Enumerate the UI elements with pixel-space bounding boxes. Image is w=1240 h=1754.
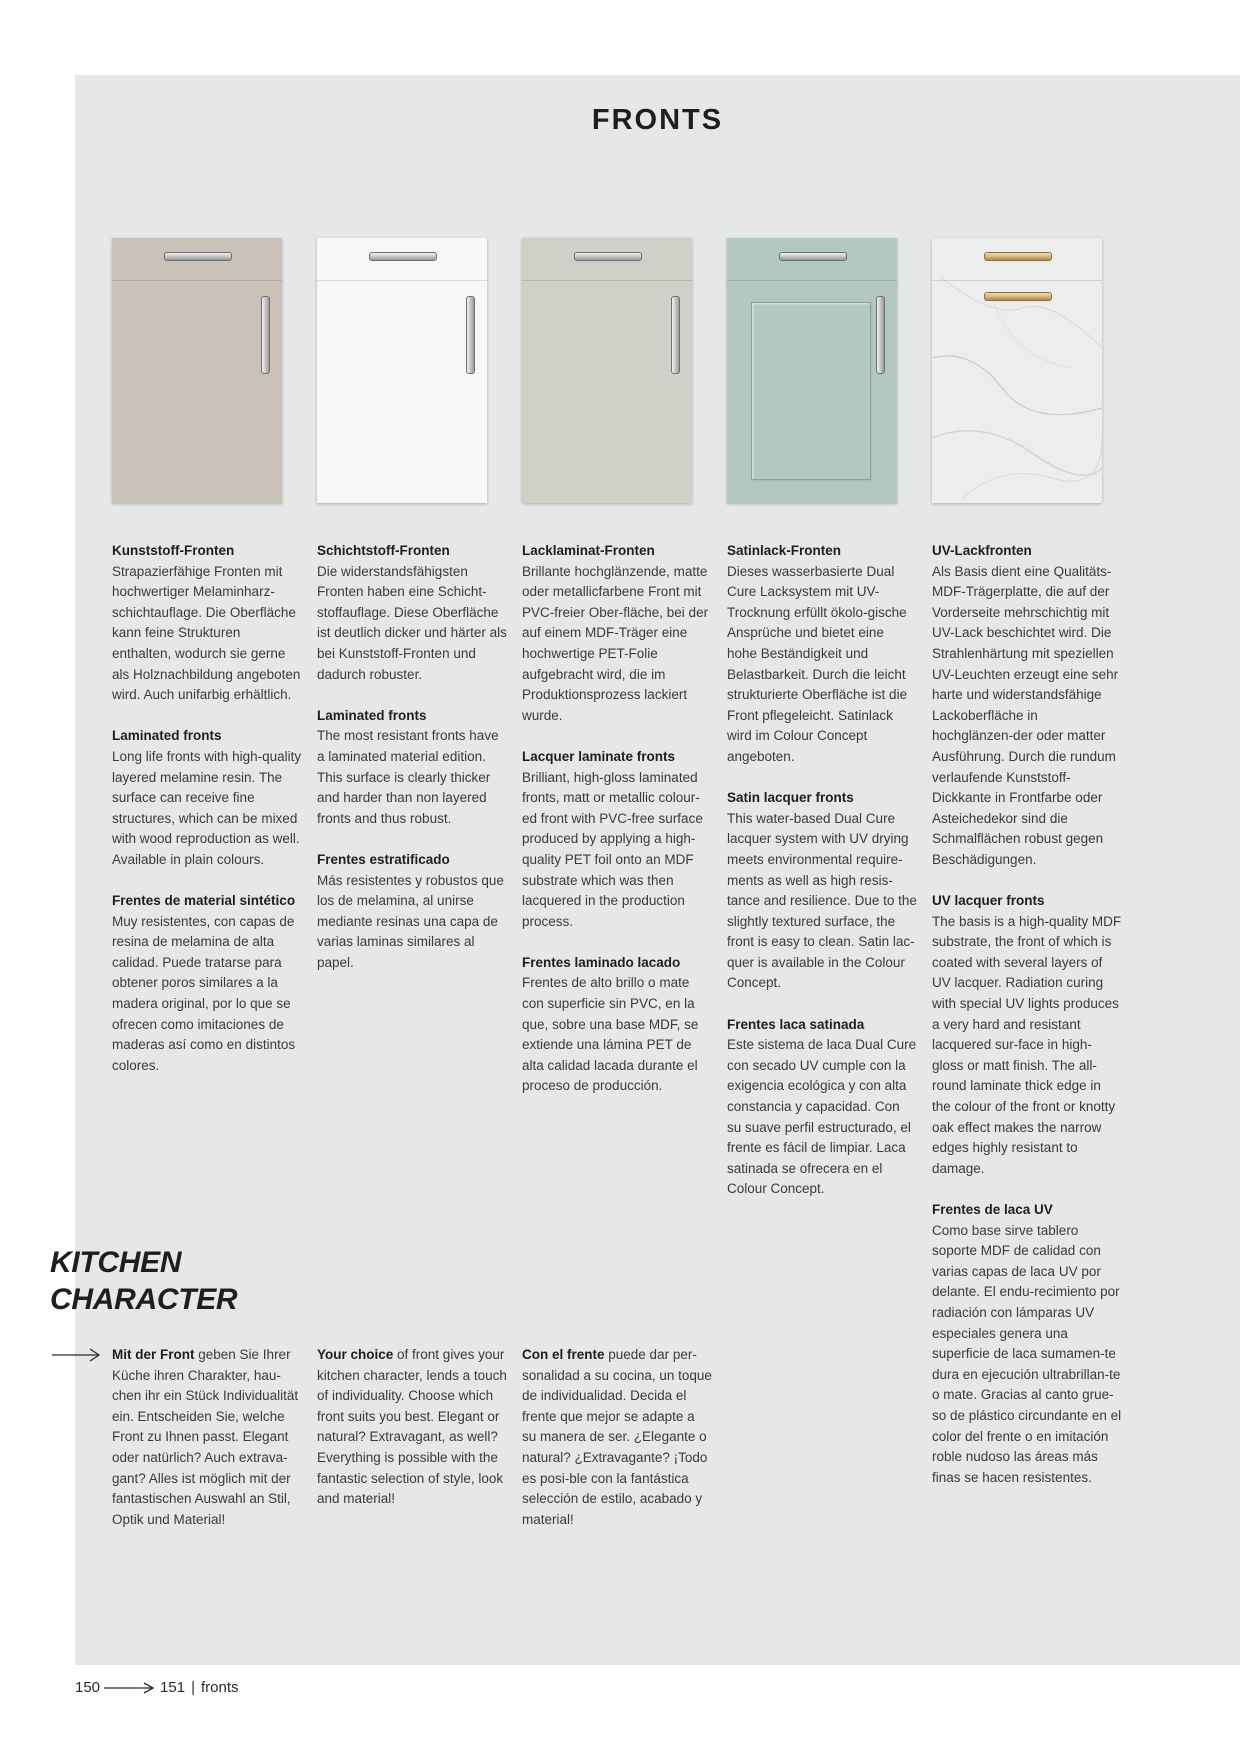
col-text: The most resistant fronts have a laminated material edition. This surface is clearly thicker and harder than non layered fronts and thus robust.	[317, 728, 499, 826]
door-handle-icon	[876, 296, 885, 374]
footer-separator: |	[191, 1679, 195, 1696]
col-heading: Lacklaminat-Fronten	[522, 543, 655, 558]
col-text: Brillante hochglänzende, matte oder metallicfarbene Front mit PVC-freier Ober-fläche, bei der auf einem MDF-Träger eine hochwertige PET-Folie aufgebracht wird, die im Produktionsprozess lackiert wurde.	[522, 563, 709, 723]
section-heading	[50, 1244, 237, 1318]
drawer-handle-icon	[984, 252, 1052, 261]
intro-lead: Mit der Front	[112, 1347, 195, 1362]
section-heading-line: CHARACTER	[50, 1283, 238, 1316]
col-text: Frentes de alto brillo o mate con superficie sin PVC, en la que, sobre una base MDF, se extiende una lámina PET de alta calidad lacada durante el proceso de producción.	[522, 975, 699, 1094]
col-heading: Lacquer laminate fronts	[522, 748, 676, 764]
column-satinlack	[727, 541, 917, 1221]
intro-lead: Your choice	[317, 1347, 394, 1362]
intro-text: geben Sie Ihrer Küche ihren Charakter, hau-chen ihr ein Stück Individualität ein. Entscheiden Sie, welche Front zu Ihnen passt. Elegant oder natürlich? Auch extrava-gant? Alles ist möglich mit der fantastischen Auswahl an Stil, Optik und Material!	[112, 1347, 299, 1527]
col-text: Este sistema de laca Dual Cure con secado UV cumple con la exigencia ecológica y con alta constancia y capacidad. Con su suave perfil estructurado, el frente es fácil de limpiar. Laca satinada se ofrecera en el Colour Concept.	[727, 1037, 917, 1197]
page-footer	[75, 1679, 238, 1696]
col-heading: UV lacquer fronts	[932, 893, 1045, 909]
intro-text: of front gives your kitchen character, lends a touch of individuality. Choose which front suits you best. Elegant or natural? Extravagant, as well? Everything is possible with the fantastic selection of style, look and material!	[317, 1347, 507, 1507]
intro-german	[112, 1345, 302, 1530]
col-heading: Kunststoff-Fronten	[112, 543, 235, 558]
col-text: Más resistentes y robustos que los de melamina, al unirse mediante resinas una capa de varias laminas similares al papel.	[317, 872, 504, 970]
shaker-frame	[751, 302, 871, 480]
section-heading-line: KITCHEN	[50, 1246, 182, 1279]
col-text: Als Basis dient eine Qualitäts-MDF-Trägerplatte, die auf der Vorderseite mehrschichtig mit UV-Lack beschichtet wird. Die Strahlenhärtung mit speziellen UV-Leuchten erzeugt eine sehr harte und widerstandsfähige Lackoberfläche in hochglänzen-der oder matter Ausführung. Durch die rundum verlaufende Kunststoff-Dickkante in Frontfarbe oder Asteichedekor sind die Schmalflächen robust gegen Beschädigungen.	[932, 563, 1119, 867]
door-handle-icon	[466, 296, 475, 374]
swatch-schichtstoff	[317, 238, 487, 503]
column-kunststoff	[112, 541, 302, 1097]
drawer-handle-icon	[369, 252, 437, 261]
swatch-satinlack	[727, 238, 897, 503]
swatch-uv-lack	[932, 238, 1102, 503]
col-heading: Satinlack-Fronten	[727, 543, 842, 558]
col-heading: Frentes de material sintético	[112, 893, 296, 909]
door-handle-icon	[261, 296, 270, 374]
column-lacklaminat	[522, 541, 712, 1118]
door-handle-icon	[671, 296, 680, 374]
col-heading: Frentes estratificado	[317, 851, 450, 867]
page-title: FRONTS	[591, 104, 724, 136]
col-heading: Frentes laca satinada	[727, 1016, 865, 1032]
door-handle-icon	[984, 292, 1052, 301]
page-number-left: 150	[75, 1679, 101, 1696]
col-heading: Frentes de laca UV	[932, 1202, 1053, 1217]
col-heading: Laminated fronts	[317, 707, 427, 723]
intro-text: puede dar per-sonalidad a su cocina, un toque de individualidad. Decida el frente que mejor se adapte a su manera de ser. ¿Elegante o natural? ¿Extravagante? ¡Todo es posi-ble con la fantástica selección de estilo, acabado y material!	[522, 1347, 712, 1527]
col-text: Long life fronts with high-quality layered melamine resin. The surface can receive fine structures, which can be mixed with wood reproduction as well. Available in plain colours.	[112, 748, 302, 867]
swatch-kunststoff	[112, 238, 282, 503]
page-number-right: 151	[160, 1679, 186, 1696]
col-text: Brilliant, high-gloss laminated fronts, matt or metallic colour-ed front with PVC-free surface produced by applying a high-quality PET foil onto an MDF substrate which was then lacquered in the production process.	[522, 769, 703, 929]
intro-english	[317, 1345, 507, 1510]
intro-lead: Con el frente	[522, 1347, 605, 1362]
col-heading: Satin lacquer fronts	[727, 790, 854, 806]
column-schichtstoff	[317, 541, 507, 994]
col-text: This water-based Dual Cure lacquer system with UV drying meets environmental require-ments as well as high resis-tance and resilience. Due to the slightly textured surface, the front is easy to clean. Satin lac-quer is available in the Colour Concept.	[727, 810, 917, 991]
drawer-handle-icon	[164, 252, 232, 261]
column-uv-lack	[932, 541, 1122, 1509]
col-text: The basis is a high-quality MDF substrate, the front of which is coated with several layers of UV lacquer. Radiation curing with special UV lights produces a very hard and resistant lacquered sur-face in high-gloss or matt finish. The all-round laminate thick edge in the colour of the front or knotty oak effect makes the narrow edges highly resistant to damage.	[932, 913, 1122, 1176]
col-text: Muy resistentes, con capas de resina de melamina de alta calidad. Puede tratarse para obtener poros similares a la madera original, por lo que se ofrecen como imitaciones de maderas así como en distintos colores.	[112, 913, 296, 1073]
drawer-handle-icon	[574, 252, 642, 261]
drawer-handle-icon	[779, 252, 847, 261]
col-heading: Frentes laminado lacado	[522, 954, 681, 970]
swatch-lacklaminat	[522, 238, 692, 503]
col-heading: Laminated fronts	[112, 728, 222, 744]
col-heading: UV-Lackfronten	[932, 543, 1032, 558]
arrow-right-icon	[104, 1682, 156, 1694]
col-heading: Schichtstoff-Fronten	[317, 543, 450, 558]
footer-section: fronts	[200, 1679, 239, 1696]
intro-spanish	[522, 1345, 712, 1530]
arrow-right-icon	[52, 1348, 102, 1362]
col-text: Como base sirve tablero soporte MDF de calidad con varias capas de laca UV por delante. El endu-recimiento por radiación con lámparas UV especiales genera una superficie de laca sumamen-te dura en ejecución ultrabrillan-te o mate. Gracias al canto grue-so de plástico circundante en el color del frente o en imitación roble nudoso las áreas más finas se hacen resistentes.	[932, 1222, 1122, 1485]
col-text: Strapazierfähige Fronten mit hochwertiger Melaminharz-schichtauflage. Die Oberfläche kann feine Strukturen enthalten, wodurch sie gerne als Holznachbildung angeboten wird. Auch unifarbig erhältlich.	[112, 563, 301, 703]
col-text: Dieses wasserbasierte Dual Cure Lacksystem mit UV-Trocknung erfüllt ökolo-gische Ansprüche und bietet eine hohe Beständigkeit und Belastbarkeit. Durch die leicht strukturierte Oberfläche ist die Front pflegeleicht. Satinlack wird im Colour Concept angeboten.	[727, 563, 908, 764]
col-text: Die widerstandsfähigsten Fronten haben eine Schicht-stoffauflage. Diese Oberfläche ist deutlich dicker und härter als bei Kunststoff-Fronten und dadurch robuster.	[317, 563, 507, 682]
